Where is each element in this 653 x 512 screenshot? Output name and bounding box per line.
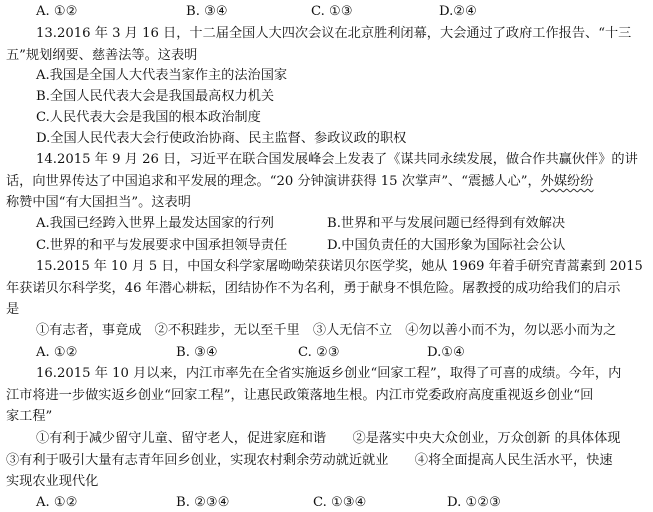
q15-option-a: A. ①② bbox=[36, 345, 78, 360]
q14-option-b: B.世界和平与发展问题已经得到有效解决 bbox=[327, 216, 566, 231]
q12-option-a: A. ①② bbox=[36, 4, 78, 19]
q15-option-d: D.①④ bbox=[427, 345, 465, 360]
q16-option-b: B. ②③④ bbox=[176, 495, 230, 510]
q16-stem-line1: 16.2015 年 10 月以来，内江市率先在全省实施返乡创业“回家工程”，取得了可喜的成绩。今年，内 bbox=[36, 366, 622, 381]
q13-stem-line1: 13.2016 年 3 月 16 日，十二届全国人大四次会议在北京胜利闭幕，大会通过了政府工作报告、“十三 bbox=[36, 26, 632, 41]
q13-option-c: C.人民代表大会是我国的根本政治制度 bbox=[36, 110, 261, 125]
q14-stem-line3: 称赞中国“有大国担当”。这表明 bbox=[6, 195, 191, 210]
q16-statement-4-cont: 实现农业现代化 bbox=[6, 474, 99, 489]
q15-statements: ①有志者，事竟成 ②不积跬步，无以至千里 ③人无信不立 ④勿以善小而不为，勿以恶小而为之 bbox=[36, 323, 617, 338]
q15-stem-line1: 15.2015 年 10 月 5 日，中国女科学家屠呦呦荣获诺贝尔医学奖，她从 1969 年着手研究青蒿素到 2015 bbox=[36, 259, 643, 274]
q14-stem-line2 bbox=[6, 173, 593, 191]
q16-statement-1-2: ①有利于减少留守儿童、留守老人，促进家庭和谐 ②是落实中央大众创业，万众创新 的具体体现 bbox=[36, 431, 621, 446]
q14-option-a: A.我国已经跨入世界上最发达国家的行列 bbox=[36, 216, 274, 231]
q13-option-d: D.全国人民代表大会行使政治协商、民主监督、参政议政的职权 bbox=[36, 131, 407, 146]
q15-stem-line2: 年获诺贝尔科学奖，46 年潜心耕耘，团结协作不为名利，勇于献身不惧危险。屠教授的成功给我们的启示 bbox=[6, 281, 621, 296]
q12-option-b: B. ③④ bbox=[186, 4, 228, 19]
q13-stem-line2: 五”规划纲要、慈善法等。这表明 bbox=[6, 48, 198, 63]
q13-option-b: B.全国人民代表大会是我国最高权力机关 bbox=[36, 89, 275, 104]
q14-option-c: C.世界的和平与发展要求中国承担领导责任 bbox=[36, 238, 288, 253]
q16-option-d: D. ①②③ bbox=[447, 495, 501, 510]
q14-stem-line1: 14.2015 年 9 月 26 日，习近平在联合国发展峰会上发表了《谋共同永续发展，做合作共赢伙伴》的讲 bbox=[36, 152, 638, 167]
q14-option-d: D.中国负责任的大国形象为国际社会公认 bbox=[327, 238, 566, 253]
q15-option-b: B. ③④ bbox=[176, 345, 218, 360]
q12-option-c: C. ①③ bbox=[311, 4, 353, 19]
q14-stem-line2-underlined: 外媒纷纷 bbox=[540, 174, 594, 189]
q15-option-c: C. ②③ bbox=[298, 345, 340, 360]
q12-option-d: D.②④ bbox=[439, 4, 477, 19]
q16-statement-3-4: ③有利于吸引大量有志青年回乡创业，实现农村剩余劳动就近就业 ④将全面提高人民生活水平，快速 bbox=[6, 453, 613, 468]
q16-option-a: A. ①② bbox=[36, 495, 78, 510]
q15-stem-line3: 是 bbox=[6, 302, 20, 317]
q16-stem-line2: 江市将进一步做实返乡创业“回家工程”，让惠民政策落地生根。内江市党委政府高度重视返乡创业“回 bbox=[6, 388, 594, 403]
q13-option-a: A.我国是全国人大代表当家作主的法治国家 bbox=[36, 68, 288, 83]
q16-option-c: C. ①③④ bbox=[313, 495, 367, 510]
q16-stem-line3: 家工程” bbox=[6, 409, 53, 424]
q14-stem-line2-text: 话，向世界传达了中国追求和平发展的理念。“20 分钟演讲获得 15 次掌声”、“震撼人心”， bbox=[6, 174, 541, 189]
